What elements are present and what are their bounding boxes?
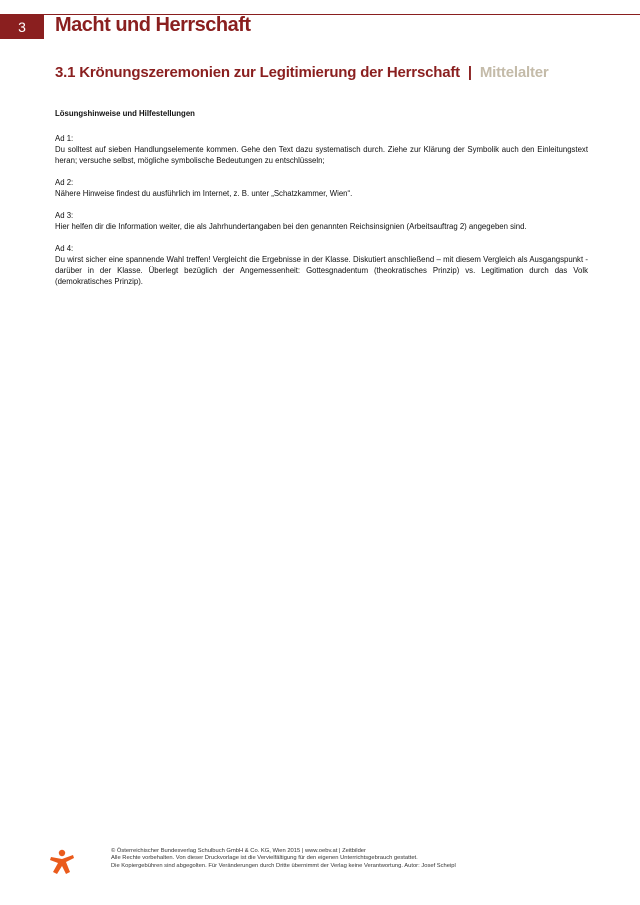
chapter-number: 3 bbox=[18, 18, 26, 35]
hint-text: Du wirst sicher eine spannende Wahl treffen! Vergleicht die Ergebnisse in der Klasse. Diskutiert anschließend – mit diesem Vergleich als Ausgangspunkt - darüber in der Klasse. Überlegt bezüglich der Angemessenheit: Gottesgnadentum (theokratisches Prinzip) vs. Legitimation durch das Volk (demokratisches Prinzip). bbox=[55, 255, 588, 286]
hint-label: Ad 1: bbox=[55, 134, 74, 143]
content-heading: Lösungshinweise und Hilfestellungen bbox=[55, 109, 195, 118]
footer-copyright: © Österreichischer Bundesverlag Schulbuch GmbH & Co. KG, Wien 2015 | www.oebv.at | Zeitbilder bbox=[111, 848, 366, 854]
hint-text: Du solltest auf sieben Handlungselemente kommen. Gehe den Text dazu systematisch durch. Ziehe zur Klärung der Symbolik auch den Einleitungstext heran; versuche selbst, mögliche symbolische Bedeutungen zu entschlüsseln; bbox=[55, 145, 588, 165]
footer-text bbox=[111, 848, 581, 870]
footer-disclaimer: Die Kopiergebühren sind abgegolten. Für Veränderungen durch Dritte übernimmt der Verlag keine Verantwortung. Autor: Josef Scheipl bbox=[111, 862, 456, 869]
section-title-text: Krönungszeremonien zur Legitimierung der Herrschaft bbox=[79, 64, 460, 81]
hint-item bbox=[55, 243, 588, 287]
oebv-logo-icon bbox=[48, 847, 78, 877]
hint-label: Ad 3: bbox=[55, 211, 74, 220]
hint-item bbox=[55, 210, 588, 232]
content-body bbox=[55, 108, 588, 298]
section-title bbox=[55, 64, 549, 81]
hint-item bbox=[55, 133, 588, 166]
section-number: 3.1 bbox=[55, 64, 76, 81]
hint-text: Nähere Hinweise findest du ausführlich im Internet, z. B. unter „Schatzkammer, Wien“. bbox=[55, 189, 353, 198]
footer-rights: Alle Rechte vorbehalten. Von dieser Druckvorlage ist die Vervielfältigung für den eigenen Unterrichtsgebrauch gestattet. bbox=[111, 855, 418, 862]
hint-label: Ad 2: bbox=[55, 178, 74, 187]
hint-item bbox=[55, 177, 588, 199]
section-era: Mittelalter bbox=[479, 64, 549, 81]
hint-label: Ad 4: bbox=[55, 244, 74, 253]
chapter-number-badge bbox=[0, 14, 44, 39]
chapter-title: Macht und Herrschaft bbox=[55, 14, 251, 36]
hint-text: Hier helfen dir die Information weiter, die als Jahrhundertangaben bei den genannten Reichsinsignien (Arbeitsauftrag 2) angegeben sind. bbox=[55, 222, 527, 231]
section-separator: | bbox=[467, 64, 472, 81]
